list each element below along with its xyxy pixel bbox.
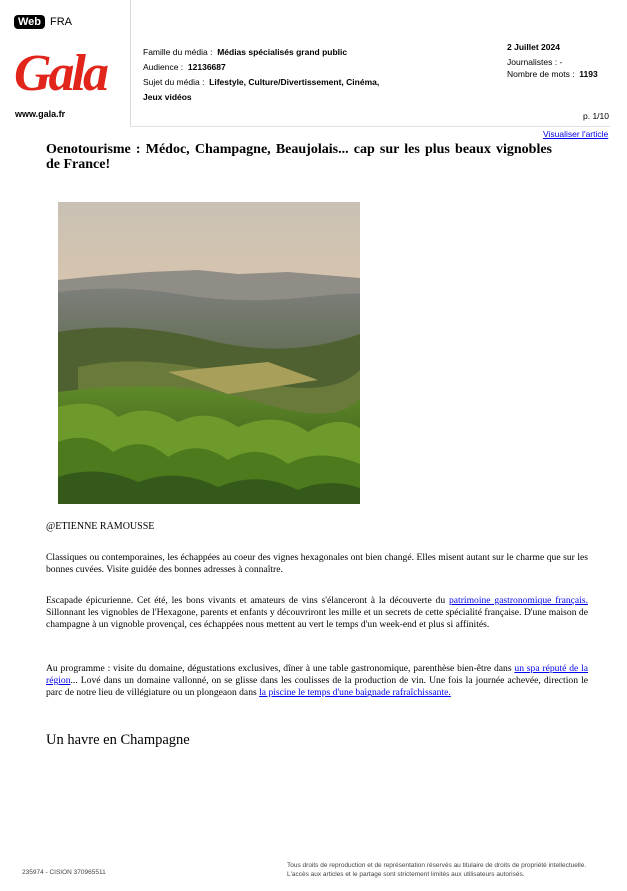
paragraph-intro: Classiques ou contemporaines, les échappées au coeur des vignes hexagonales ont bien changé. Elles misent autant sur le charme que sur les bonnes cuvées. Visite guidée des bonnes adresses à connaître. <box>46 552 588 576</box>
article-title: Oenotourisme : Médoc, Champagne, Beaujolais... cap sur les plus beaux vignobles de France! <box>46 142 552 172</box>
logo-text: Gala <box>14 45 106 100</box>
media-subject-cont: Jeux vidéos <box>143 92 192 102</box>
word-count: Nombre de mots : 1193 <box>507 69 598 79</box>
journalists: Journalistes : - <box>507 57 563 67</box>
photo-credit: @ETIENNE RAMOUSSE <box>46 521 155 532</box>
paragraph-programme: Au programme : visite du domaine, dégustations exclusives, dîner à une table gastronomique, parenthèse bien-être dans un spa réputé de la région... Lové dans un domaine vallonné, on se glisse dans les coulisses de la production de vin. Une fois la journée achevée, direction le parc de notre lieu de villégiature ou un plongeaon dans la piscine le temps d'une baignade rafraîchissante. <box>46 663 588 699</box>
footer-rights: Tous droits de reproduction et de représentation réservés au titulaire de droits de propriété intellectuelle. L'accès aux articles et le partage sont strictement limités aux utilisateurs autorisés. <box>287 862 587 878</box>
link-piscine[interactable]: la piscine le temps d'une baignade rafraîchissante. <box>259 687 451 699</box>
paragraph-escapade: Escapade épicurienne. Cet été, les bons vivants et amateurs de vins s'élanceront à la découverte du patrimoine gastronomique français. Sillonnant les vignobles de l'Hexagone, parents et enfants y découvriront les mille et un secrets de cette spécialité française. D'une maison de champagne à un vignoble provençal, ces échappées nous mettent au vert le temps d'un week-end et plus si affinités. <box>46 595 588 631</box>
publication-date: 2 Juillet 2024 <box>507 42 560 52</box>
link-patrimoine[interactable]: patrimoine gastronomique français. <box>448 595 588 606</box>
vineyard-photo <box>58 202 360 504</box>
gala-logo <box>14 44 114 100</box>
view-article-link[interactable]: Visualiser l'article <box>543 129 609 139</box>
link-spa[interactable]: un spa réputé de la région <box>46 663 588 687</box>
header-divider-horizontal <box>130 126 610 127</box>
media-audience: Audience : 12136687 <box>143 62 226 72</box>
section-heading: Un havre en Champagne <box>46 732 190 748</box>
footer-id: 235974 - CISION 370965511 <box>22 869 106 876</box>
web-badge: Web <box>14 15 45 29</box>
page-number: p. 1/10 <box>583 111 609 121</box>
country-label: FRA <box>50 16 72 28</box>
header-divider-vertical <box>130 0 131 126</box>
media-subject: Sujet du média : Lifestyle, Culture/Divertissement, Cinéma, <box>143 77 380 87</box>
media-family: Famille du média : Médias spécialisés grand public <box>143 47 348 57</box>
site-url: www.gala.fr <box>15 109 66 119</box>
